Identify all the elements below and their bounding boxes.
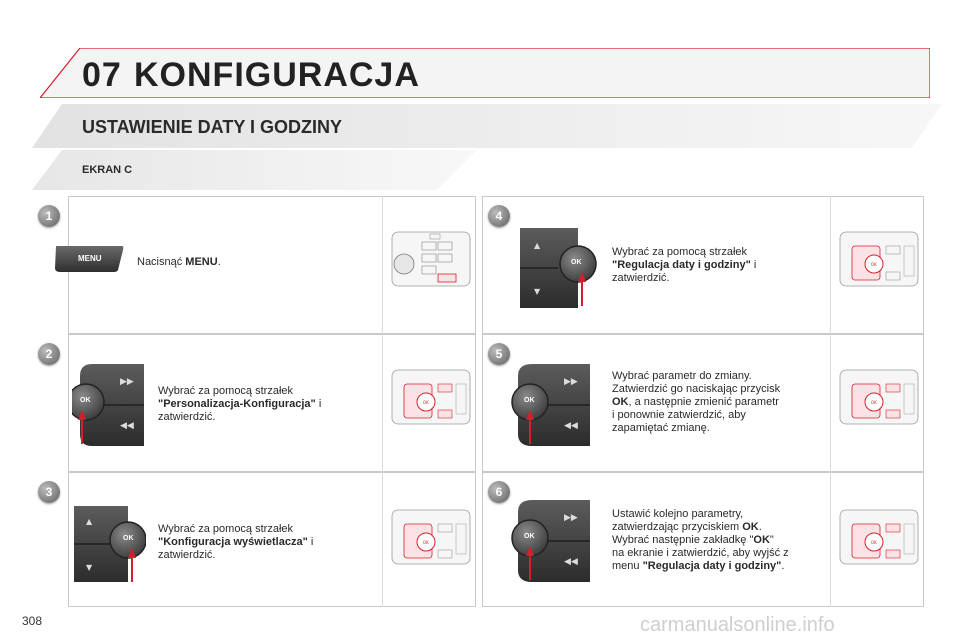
- step-text-fragment: i: [315, 398, 322, 410]
- step-text-fragment: zatwierdzić.: [158, 549, 216, 561]
- step-text-fragment: Wybrać za pomocą strzałek: [158, 385, 294, 397]
- step-text-fragment: "Konfiguracja wyświetlacza": [158, 536, 308, 548]
- svg-text:OK: OK: [423, 540, 429, 545]
- step-text-fragment: Wybrać za pomocą strzałek: [612, 246, 748, 258]
- radio-panel-menu-thumbnail: [390, 228, 472, 290]
- step-description-2: [158, 385, 380, 424]
- svg-text:OK: OK: [871, 262, 877, 267]
- step-text-fragment: i: [750, 259, 757, 271]
- step-text-fragment: Zatwierdzić go naciskając przycisk: [612, 383, 781, 395]
- ok-updown-controller-icon: [72, 500, 146, 586]
- step-badge-1: 1: [38, 205, 60, 227]
- step-description-1: [137, 256, 377, 269]
- ok-button-label-6: OK: [524, 533, 535, 540]
- radio-panel-updown-thumbnail: [390, 506, 472, 568]
- step-text-fragment: OK: [742, 521, 759, 533]
- step-text-fragment: Wybrać parametr do zmiany.: [612, 370, 752, 382]
- page-number: 308: [22, 614, 43, 628]
- step-text-fragment: OK: [753, 534, 770, 546]
- svg-text:▼: ▼: [534, 287, 541, 296]
- radio-panel-updown-thumbnail: [838, 228, 920, 290]
- step-text-fragment: Ustawić kolejno parametry,: [612, 508, 744, 520]
- step-description-4: [612, 246, 827, 285]
- ok-button-label-2: OK: [80, 397, 91, 404]
- svg-text:◀◀: ◀◀: [564, 557, 578, 567]
- step-description-3: [158, 523, 380, 562]
- step-badge-3: 3: [38, 481, 60, 503]
- ok-button-label-4: OK: [571, 259, 582, 266]
- step-text-fragment: , a następnie zmienić parametr: [628, 396, 779, 408]
- step-text-fragment: Nacisnąć: [137, 256, 186, 268]
- step-badge-6: 6: [488, 481, 510, 503]
- step-badge-5: 5: [488, 343, 510, 365]
- step-text-fragment: MENU: [185, 256, 218, 268]
- svg-text:OK: OK: [871, 540, 877, 545]
- step-text-fragment: menu: [612, 560, 643, 572]
- radio-panel-ok-thumbnail: [838, 506, 920, 568]
- subsection-title: EKRAN C: [82, 164, 133, 176]
- svg-text:▲: ▲: [534, 241, 541, 250]
- step-text-fragment: "Personalizacja-Konfiguracja": [158, 398, 316, 410]
- chapter-number: 07: [82, 56, 122, 94]
- step-text-fragment: "Regulacja daty i godziny": [642, 560, 782, 572]
- step-text-fragment: zapamiętać zmianę.: [612, 422, 710, 434]
- section-title: USTAWIENIE DATY I GODZINY: [82, 117, 343, 137]
- step-description-6: [612, 508, 827, 573]
- radio-panel-ok-thumbnail: [838, 366, 920, 428]
- step-text-fragment: Wybrać następnie zakładkę ": [612, 534, 754, 546]
- step-text-fragment: zatwierdzić.: [158, 411, 216, 423]
- menu-button-label: MENU: [78, 254, 102, 263]
- ok-button-label-3: OK: [123, 535, 134, 542]
- ok-controller-icon: [508, 362, 592, 448]
- step-text-fragment: OK: [612, 396, 629, 408]
- svg-text:◀◀: ◀◀: [120, 421, 134, 431]
- svg-text:▶▶: ▶▶: [564, 513, 578, 523]
- chapter-title: KONFIGURACJA: [134, 56, 420, 94]
- step-text-fragment: ": [769, 534, 774, 546]
- radio-panel-arrows-thumbnail: [390, 366, 472, 428]
- step-text-fragment: zatwierdzając przyciskiem: [612, 521, 743, 533]
- ok-controller-icon: [72, 362, 146, 448]
- thumb-divider-right: [830, 196, 831, 607]
- step-description-5: [612, 370, 827, 435]
- step-text-fragment: i: [307, 536, 314, 548]
- step-text-fragment: .: [781, 560, 785, 572]
- svg-text:OK: OK: [871, 400, 877, 405]
- step-text-fragment: .: [217, 256, 221, 268]
- step-badge-4: 4: [488, 205, 510, 227]
- step-text-fragment: i ponownie zatwierdzić, aby: [612, 409, 746, 421]
- svg-text:OK: OK: [423, 400, 429, 405]
- svg-text:▶▶: ▶▶: [120, 377, 134, 387]
- svg-text:◀◀: ◀◀: [564, 421, 578, 431]
- step-badge-2: 2: [38, 343, 60, 365]
- step-text-fragment: .: [758, 521, 762, 533]
- step-text-fragment: zatwierdzić.: [612, 272, 670, 284]
- svg-text:▶▶: ▶▶: [564, 377, 578, 387]
- ok-controller-icon: [508, 498, 592, 584]
- ok-button-label-5: OK: [524, 397, 535, 404]
- step-text-fragment: na ekranie i zatwierdzić, aby wyjść z: [612, 547, 789, 559]
- ok-updown-controller-icon: [518, 224, 598, 310]
- svg-text:▲: ▲: [86, 517, 93, 526]
- step-text-fragment: Wybrać za pomocą strzałek: [158, 523, 294, 535]
- thumb-divider-left: [382, 196, 383, 607]
- svg-text:▼: ▼: [86, 563, 93, 572]
- step-text-fragment: "Regulacja daty i godziny": [612, 259, 751, 271]
- watermark: carmanualsonline.info: [640, 614, 835, 636]
